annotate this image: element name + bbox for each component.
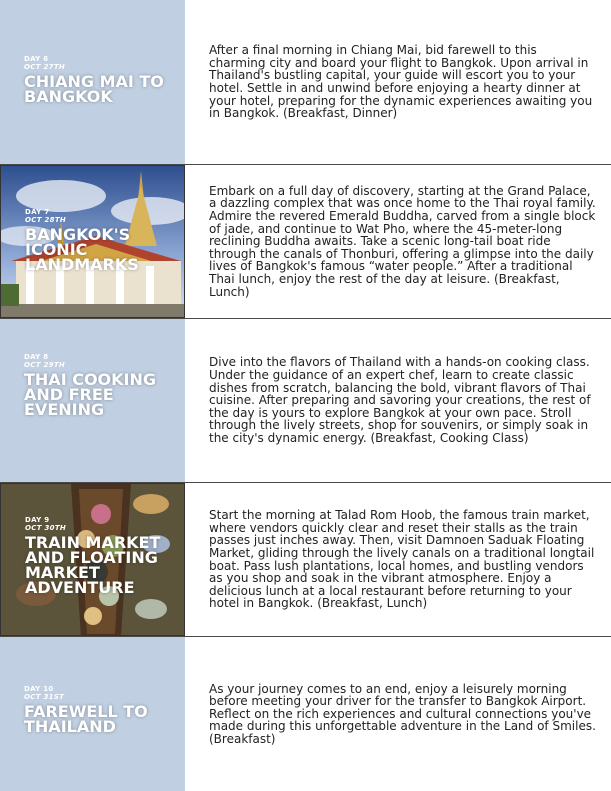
day-8-panel — [0, 319, 185, 482]
day-date: OCT 30TH — [25, 524, 67, 532]
day-number: DAY 8 — [24, 353, 49, 361]
day-8-label — [24, 353, 177, 417]
floating-market-photo — [0, 483, 185, 636]
day-6-panel — [0, 0, 185, 164]
day-date: OCT 27TH — [24, 63, 66, 71]
day-date: OCT 28TH — [25, 216, 67, 224]
day-date: OCT 29TH — [24, 361, 66, 369]
itinerary-day-6 — [0, 0, 611, 164]
day-10-label — [24, 685, 177, 734]
day-title: THAI COOKING AND FREE EVENING — [24, 370, 157, 419]
day-10-panel — [0, 637, 185, 791]
day-title: BANGKOK'S ICONIC LANDMARKS — [25, 225, 139, 274]
day-title: TRAIN MARKET AND FLOATING MARKET ADVENTURE — [25, 533, 161, 597]
day-10-content — [186, 637, 611, 791]
day-number: DAY 9 — [25, 516, 50, 524]
day-number: DAY 6 — [24, 55, 49, 63]
day-number: DAY 7 — [25, 208, 50, 216]
day-description: As your journey comes to an end, enjoy a leisurely morning before meeting your driver for the transfer to Bangkok Airport. Reflect on the rich experiences and cultural connections you've made during this unforgettable adventure in the Land of Smiles. (Breakfast) — [209, 681, 596, 746]
day-6-label — [24, 55, 177, 104]
day-title: FAREWELL TO THAILAND — [24, 702, 148, 736]
day-description: Dive into the flavors of Thailand with a hands-on cooking class. Under the guidance of an expert chef, learn to create classic dishes from scratch, balancing the bold, vibrant flavors of Thai cuisine. After preparing and savoring your creations, the rest of the day is yours to explore Bangkok at your own pace. Stroll through the lively streets, shop for souvenirs, or simply soak in the city's dynamic energy. (Breakfast, Cooking Class) — [209, 355, 591, 445]
day-9-content — [186, 483, 611, 636]
day-8-content — [186, 319, 611, 482]
itinerary-day-10 — [0, 637, 611, 791]
day-6-content — [186, 0, 611, 164]
itinerary-day-9 — [0, 483, 611, 636]
day-9-label — [25, 516, 176, 595]
day-date: OCT 31ST — [24, 693, 65, 701]
day-title: CHIANG MAI TO BANGKOK — [24, 72, 164, 106]
grand-palace-photo — [0, 165, 185, 318]
day-7-content — [186, 165, 611, 318]
day-description: Start the morning at Talad Rom Hoob, the famous train market, where vendors quickly clear and reset their stalls as the train passes just inches away. Then, visit Damnoen Saduak Floating Market, gliding through the lively canals on a traditional longtail boat. Pass lush plantations, local homes, and bustling vendors as you shop and soak in the vibrant atmosphere. Enjoy a delicious lunch at a local restaurant before returning to your hotel in Bangkok. (Breakfast, Lunch) — [209, 508, 595, 611]
day-7-label — [25, 208, 176, 272]
day-description: After a final morning in Chiang Mai, bid farewell to this charming city and board your flight to Bangkok. Upon arrival in Thailand's bustling capital, your guide will escort you to your hotel. Settle in and unwind before enjoying a hearty dinner at your hotel, preparing for the dynamic experiences awaiting you in Bangkok. (Breakfast, Dinner) — [209, 43, 593, 121]
day-number: DAY 10 — [24, 685, 54, 693]
itinerary-day-7 — [0, 165, 611, 318]
itinerary-day-8 — [0, 319, 611, 482]
day-description: Embark on a full day of discovery, starting at the Grand Palace, a dazzling complex that was once home to the Thai royal family. Admire the revered Emerald Buddha, carved from a single block of jade, and continue to Wat Pho, where the 45-meter-long reclining Buddha awaits. Take a scenic long-tail boat ride through the canals of Thonburi, offering a glimpse into the daily lives of Bangkok's famous “water people.” After a traditional Thai lunch, enjoy the rest of the day at leisure. (Breakfast, Lunch) — [209, 183, 596, 299]
